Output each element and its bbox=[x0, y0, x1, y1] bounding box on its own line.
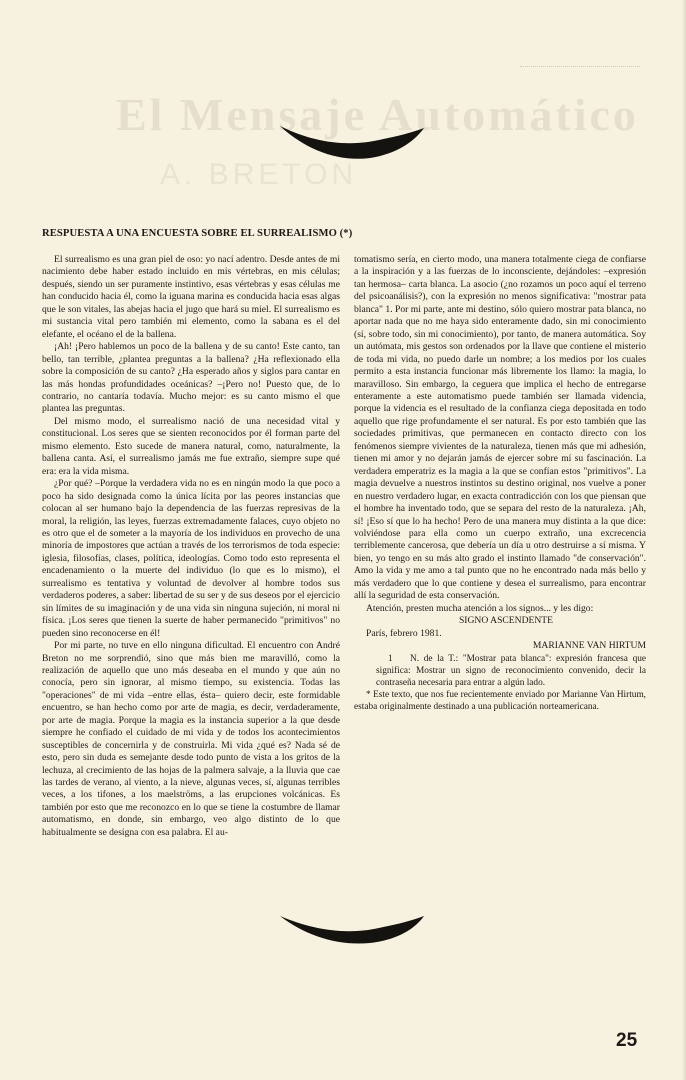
closing-line: Atención, presten mucha atención a los signos... y les digo: bbox=[366, 602, 594, 614]
paragraph: El surrealismo es una gran piel de oso: yo nací adentro. Desde antes de mi nacimiento debe haber estado incluido en mis vértebras, en mis células; después, siendo un ser puramente instintivo, esas vértebras y esas células me han conducido hacia él, como la iguana marina es conducida hacia esas algas que le son vitales, las abejas hacia el jugo que hará su miel. El surrealismo es mi sustancia vital pero también mi elemento, como la sabana es el del elefante, el océano el de la ballena. bbox=[42, 254, 340, 340]
decorative-dotted-rule bbox=[520, 66, 640, 69]
author-name: MARIANNE VAN HIRTUM bbox=[532, 640, 646, 652]
bleed-through-title: El Mensaje Automático bbox=[116, 89, 639, 140]
footnote bbox=[354, 653, 646, 689]
paragraph: tomatismo sería, en cierto modo, una manera totalmente ciega de confiarse a la inspiración y a las fuerzas de lo inconsciente, dejándoles: –expresión tan hermosa– carta blanca. La asocio (¿no rozamos un poco aquí el terreno del psicoanálisis?), con la expresión no menos significativa: "mostrar pata blanca" 1. Por mi parte, ante mi destino, sólo quiero mostrar pata blanca, no aportar nada que no me haya sido enteramente dado, sin mi conocimiento (sí, sobre todo, sin mi conocimiento), por tanto, de manera automática. Soy un autómata, mis gestos son ordenados por la llave que contiene el misterio de toda mi vida, no puedo darle un nombre; a los medios por los cuales permito a esta instancia funcionar más libremente los llamo: la magia, lo maravilloso. Sin embargo, la ceguera que implica el hecho de entregarse enteramente a este automatismo puede también ser llamada videncia, porque la videncia es el resultado de la confianza ciega depositada en todo aquello que rige profundamente el ser natural. Es por esto también que las sociedades primitivas, que permanecen en contacto directo con los fenómenos siempre vivientes de la naturaleza, tienen más que mi adhesión, tienen mi amor y no dejarán jamás de ejercer sobre mí su fascinación. La verdadera emperatriz es la magia a la que se confían estos "primitivos". La magia devuelve a nuestros instintos su destino original, nos vuelve a poner en nuestro verdadero lugar, en exacta contradicción con los que piensan que el hombre ha inventado todo, que se separa del resto de la naturaleza. ¡Ah, sí! ¡Eso sí que lo ha hecho! Pero de una manera muy distinta a la que dice: volviéndose para ella como un cuerpo extraño, una excrecencia terriblemente cancerosa, que debería un día u otro destruirse a sí misma. Y bien, yo tengo en su más alto grado el instinto llamado "de conservación". Amo la vida y me amo a tal punto que no he encontrado nada más bello y más verdadero que lo que contiene y desea el surrealismo, para encontrar allí la seguridad de esta conservación. bbox=[354, 254, 646, 602]
article-title: RESPUESTA A UNA ENCUESTA SOBRE EL SURREALISMO (*) bbox=[42, 228, 353, 239]
right-column bbox=[354, 254, 646, 713]
signo-ascendente: SIGNO ASCENDENTE bbox=[458, 615, 554, 627]
footnote-number: 1 bbox=[388, 653, 393, 664]
bleed-through-subtitle: A. BRETON bbox=[160, 158, 358, 191]
brush-swoosh-bottom-icon bbox=[278, 906, 426, 946]
editorial-note: * Este texto, que nos fue recientemente enviado por Marianne Van Hirtum, estaba originalmente destinado a una publicación norteamericana. bbox=[354, 689, 646, 712]
page-number: 25 bbox=[616, 1030, 638, 1051]
paragraph: ¡Ah! ¡Pero hablemos un poco de la ballena y de su canto! Este canto, tan bello, tan terrible, ¿plantea preguntas a la ballena? ¿Ha reflexionado ella sobre la composición de su canto? ¿Ha esperado años y siglos para cantar en las más hondas profundidades oceánicas? –¡Pero no! Puesto que, de lo contrario, no cantaría todavía. Mucho mejor: es su canto mismo el que plantea las preguntas. bbox=[42, 341, 340, 415]
paragraph: ¿Por qué? –Porque la verdadera vida no es en ningún modo la que poco a poco ha sido designada como la única lícita por las peores instancias que colocan al ser humano bajo la dependencia de las fuerzas represivas de la moral, la religión, las leyes, fuerzas extremadamente falaces, cuyo objeto no es otro que el de someter a la mayoría de los individuos en provecho de una minoría de impostores que actúan a través de los terrorismos de toda especie: iglesia, filosofías, clases, política, ideologías. Como todo esto representa el encadenamiento o la muerte del individuo (lo que es lo mismo), el surrealismo es tentativa y voluntad de devolver al hombre todos sus verdaderos poderes, a saber: libertad de su ser y de sus deseos por el ejercicio sin límites de su imaginación y de una vida sin ninguna sujeción, ni moral ni física. ¡Los seres que tienen la suerte de haber permanecido "primitivos" no pueden sino reconocerse en él! bbox=[42, 478, 340, 639]
brush-swoosh-top-icon bbox=[278, 116, 426, 162]
page-edge-shadow bbox=[682, 0, 686, 1080]
date-line: París, febrero 1981. bbox=[366, 627, 442, 639]
paragraph: Por mi parte, no tuve en ello ninguna dificultad. El encuentro con André Breton no me sorprendió, sino que más bien me maravilló, como la realización de aquello que uno más deseaba en el mundo y que aún no conocía, pero sin ignorar, al mismo tiempo, su existencia. Todas las "operaciones" de mi vida –entre ellas, ésta– quiero decir, este formidable encuentro, se han hecho como por arte de magia, es decir, verdaderamente, por arte de magia. Porque la magia es la instancia superior a la que desde siempre he confiado el cuidado de mi vida y de todos los acontecimientos susceptibles de concernirla y de construirla. Mi vida ¿qué es? Nada sé de esto, pero sin duda es semejante desde todo punto de vista a los gritos de la lechuza, al crecimiento de las hojas de la palmera salvaje, a la lluvia que cae las tardes de verano, al viento, a la nieve, algunas veces, sí, algunas terribles veces, a los tifones, a los maelströms, a las erupciones volcánicas. Es también por esto que me reconozco en lo que se tiene la costumbre de llamar automatismo, en donde, sin embargo, veo algo distinto de lo que habitualmente se designa con esa palabra. El au- bbox=[42, 640, 340, 838]
left-column bbox=[42, 254, 340, 839]
paragraph: Del mismo modo, el surrealismo nació de una necesidad vital y constitucional. Los seres que se sienten reconocidos por él forman parte del mismo elemento. Esto sucede de manera natural, como, naturalmente, la ballena canta. Así, el surrealismo jamás me fue extraño, siempre supe qué era: era la vida misma. bbox=[42, 415, 340, 477]
footnote-text: N. de la T.: "Mostrar pata blanca": expresión francesa que significa: Mostrar un signo de reconocimiento convenido, decir la contraseña necesaria para entrar a algún lado. bbox=[376, 653, 646, 688]
